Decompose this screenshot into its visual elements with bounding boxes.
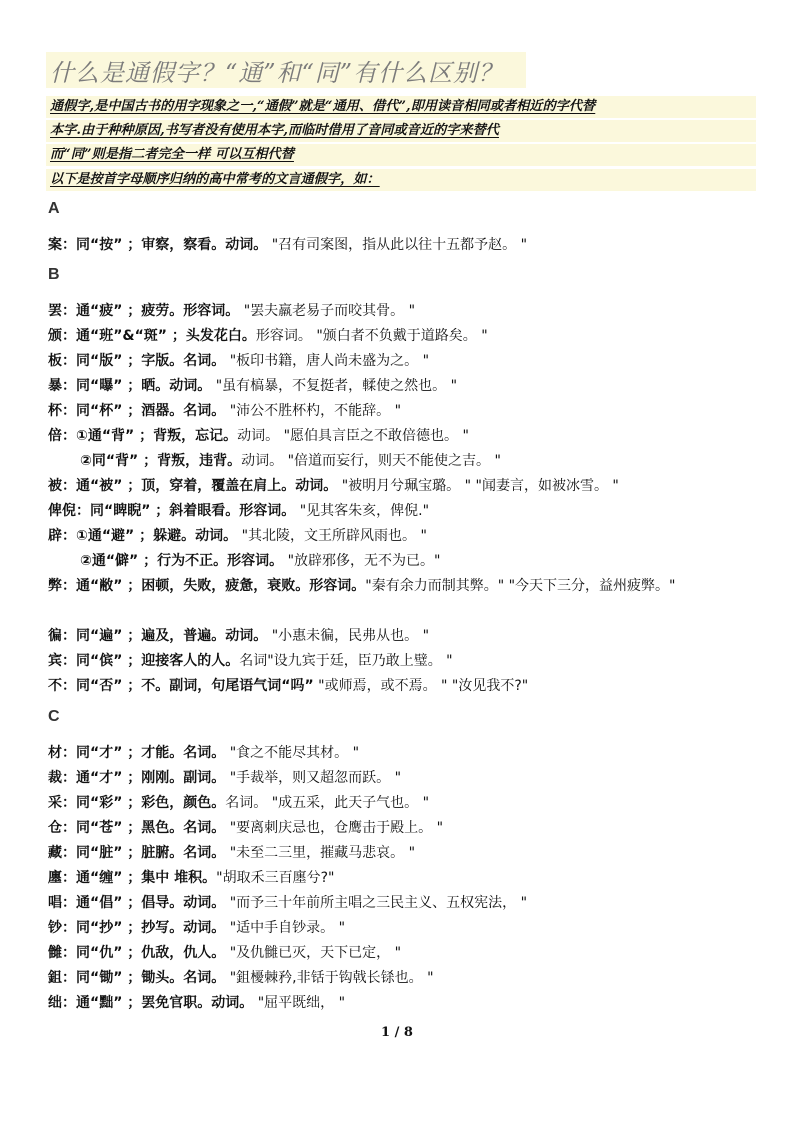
intro-line: 以下是按首字母顺序归纳的高中常考的文言通假字，如： [46, 169, 756, 191]
entry: 采：同“彩” ；彩色，颜色。名词。 "成五采，此天子气也。 " [48, 795, 430, 811]
entry: 藏：同“脏” ；脏腑。名词。 "未至二三里，摧藏马悲哀。 " [48, 845, 416, 861]
entry: 绌：通“黜” ；罢免官职。动词。 "屈平既绌， " [48, 995, 346, 1011]
intro-line: 本字.由于种种原因,书写者没有使用本字,而临时借用了音同或音近的字来替代 [46, 120, 756, 142]
entry: 鉏：同“锄” ；锄头。名词。 "鉏櫌棘矜,非铦于钩戟长铩也。 " [48, 970, 434, 986]
section-heading-a: A [48, 200, 60, 217]
entry: 杯：同“杯” ；酒器。名词。 "沛公不胜杯杓，不能辞。 " [48, 403, 402, 419]
entry: 被：通“被” ；顶，穿着，覆盖在肩上。动词。 "被明月兮珮宝璐。 " "闻妻言，如被冰雪。 " [48, 478, 619, 494]
entry: 雠：同“仇” ；仇敌，仇人。 "及仇雠已灭，天下已定， " [48, 945, 402, 961]
page-number: 1 / 8 [381, 1025, 413, 1040]
page-title: 什么是通假字？“通”和“同”有什么区别？ [50, 59, 504, 87]
entry: 唱：通“倡” ；倡导。动词。 "而予三十年前所主唱之三民主义、五权宪法， " [48, 895, 528, 911]
entry: 钞：同“抄” ；抄写。动词。 "适中手自钞录。 " [48, 920, 346, 936]
entry: ②同“背” ；背叛，违背。动词。 "倍道而妄行，则天不能使之吉。 " [80, 453, 501, 469]
entry: 材：同“才” ；才能。名词。 "食之不能尽其材。 " [48, 745, 360, 761]
entry: 裁：通“才” ；刚刚。副词。 "手裁举，则又超忽而跃。 " [48, 770, 402, 786]
entry: 不：同“否” ；不。副词，句尾语气词“吗” "或师焉，或不焉。 " "汝见我不?" [48, 678, 529, 694]
entry: 徧：同“遍” ；遍及，普遍。动词。 "小惠未徧，民弗从也。 " [48, 628, 430, 644]
entry: 弊：通“敝” ；困顿，失败，疲惫，衰败。形容词。"秦有余力而制其弊。" "今天下三分，益州疲弊。" [48, 578, 676, 594]
entry: 宾：同“傧” ；迎接客人的人。名词"设九宾于廷，臣乃敢上璧。 " [48, 653, 453, 669]
intro-line: 通假字,是中国古书的用字现象之一,“通假”就是“通用、借代”,即用读音相同或者相近的字代替 [46, 96, 756, 118]
entry: 俾倪：同“睥睨” ；斜着眼看。形容词。 "见其客朱亥，俾倪." [48, 503, 430, 519]
intro-line: 而“同”则是指二者完全一样 可以互相代替 [46, 144, 756, 166]
entry: 仓：同“苍” ；黑色。名词。 "要离刺庆忌也，仓鹰击于殿上。 " [48, 820, 444, 836]
entry: 暴：同“曝” ；晒。动词。 "虽有槁暴，不复挺者，輮使之然也。 " [48, 378, 458, 394]
entry: 案：同“按” ；审察，察看。动词。 "召有司案图，指从此以往十五都予赵。 " [48, 237, 528, 253]
entry: 颁：通“班”&“斑” ；头发花白。形容词。 "颁白者不负戴于道路矣。 " [48, 328, 488, 344]
entry: 板：同“版” ；字版。名词。 "板印书籍，唐人尚未盛为之。 " [48, 353, 430, 369]
section-heading-b: B [48, 266, 60, 283]
entry: 廛：通“缠” ；集中 堆积。"胡取禾三百廛兮?" [48, 870, 335, 886]
entry: 倍：①通“背” ；背叛，忘记。动词。 "愿伯具言臣之不敢倍德也。 " [48, 428, 469, 444]
entry: 辟：①通“避” ；躲避。动词。 "其北陵，文王所辟风雨也。 " [48, 528, 427, 544]
entry: 罢：通“疲” ；疲劳。形容词。 "罢夫羸老易子而咬其骨。 " [48, 303, 416, 319]
section-heading-c: C [48, 708, 60, 725]
entry: ②通“僻” ；行为不正。形容词。 "放辟邪侈，无不为已。" [80, 553, 441, 569]
